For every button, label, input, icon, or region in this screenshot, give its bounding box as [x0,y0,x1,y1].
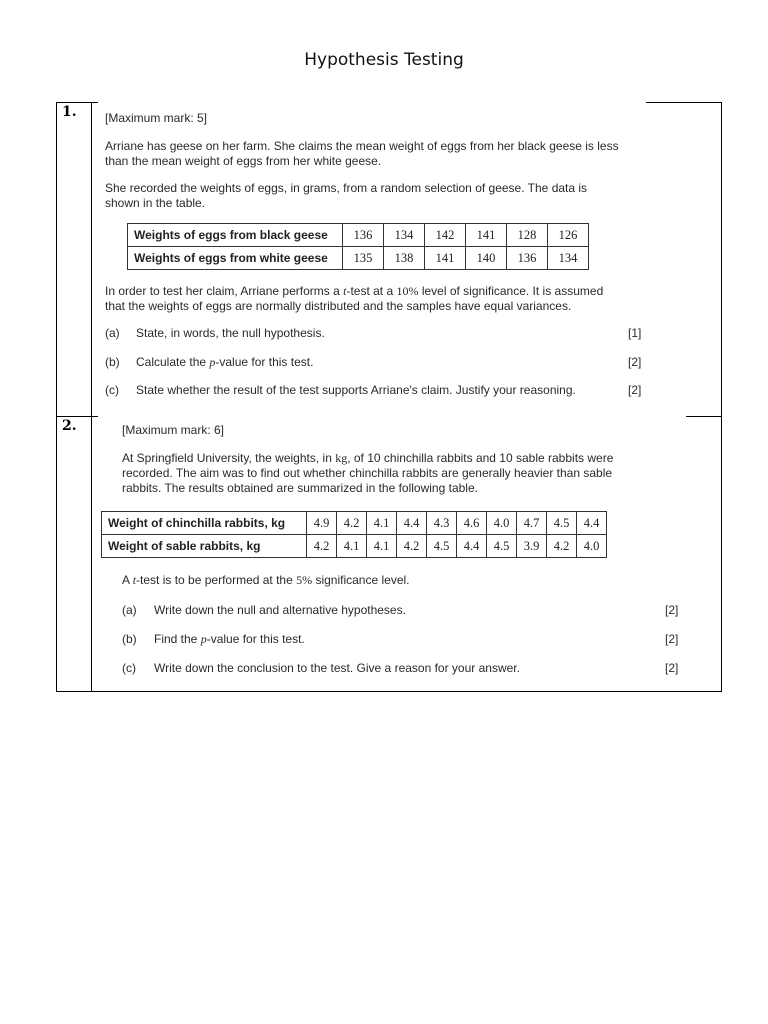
text-span: Find the [154,632,201,646]
text-span: -value for this test. [215,355,314,369]
t-symbol: t [343,284,347,298]
question-2-intro [122,451,632,496]
table-row [102,535,607,558]
table-row [128,224,589,247]
part-label: (b) [105,355,120,369]
table-cell: 4.7 [517,512,547,535]
part-mark: [2] [628,383,642,397]
text-span: -test at a [346,284,397,298]
part-label: (a) [105,326,120,340]
table-cell: 141 [425,247,466,270]
question-2-table [101,511,607,558]
part-text: Write down the null and alternative hypotheses. [154,603,406,617]
table-cell: 4.0 [487,512,517,535]
table-cell: 4.2 [337,512,367,535]
frame-top-right [646,102,722,103]
question-1-data-text: She recorded the weights of eggs, in grams, from a random selection of geese. The data is shown in the table. [105,181,588,210]
page-title: Hypothesis Testing [304,50,464,70]
table-cell: 4.2 [307,535,337,558]
part-text: State, in words, the null hypothesis. [136,326,325,340]
text-span: A [122,573,133,587]
table-cell: 4.6 [457,512,487,535]
table-cell: 134 [548,247,589,270]
question-2-test-description [122,573,632,588]
question-2-number: 2. [62,418,77,434]
table-cell: 4.1 [337,535,367,558]
part-label: (c) [122,661,136,675]
table-cell: 4.5 [487,535,517,558]
table-cell: 128 [507,224,548,247]
part-mark: [2] [665,632,679,646]
part-label: (c) [105,383,119,397]
text-span: significance level. [312,573,410,587]
frame-mid-right [686,416,722,417]
table-cell: 3.9 [517,535,547,558]
table-row-label: Weight of chinchilla rabbits, kg [102,512,307,535]
table-cell: 4.4 [457,535,487,558]
table-cell: 4.0 [577,535,607,558]
question-1-intro-text: Arriane has geese on her farm. She claims the mean weight of eggs from her black geese is less than the mean weight of eggs from her white geese. [105,139,619,168]
part-mark: [1] [628,326,642,340]
frame-left [56,102,57,692]
unit-kg: kg [335,451,348,465]
table-cell: 4.2 [547,535,577,558]
frame-right-q1 [721,102,722,416]
table-cell: 141 [466,224,507,247]
part-label: (b) [122,632,137,646]
question-1-data-description [105,181,625,211]
table-cell: 126 [548,224,589,247]
table-cell: 134 [384,224,425,247]
table-row-label: Weight of sable rabbits, kg [102,535,307,558]
text-span: At Springfield University, the weights, in [122,451,336,465]
text-span: In order to test her claim, Arriane performs a [105,284,344,298]
table-cell: 4.3 [427,512,457,535]
table-row-label: Weights of eggs from black geese [128,224,343,247]
part-text: State whether the result of the test supports Arriane's claim. Justify your reasoning. [136,383,576,397]
table-cell: 136 [343,224,384,247]
significance-level: 5% [296,573,313,587]
text-span: , of 10 chinchilla rabbits and 10 sable rabbits were recorded. The aim was to find out whether chinchilla rabbits are generally heavier than sable rabbits. The results obtained are summarized in the following table. [122,451,614,495]
table-cell: 4.4 [397,512,427,535]
table-cell: 4.1 [367,535,397,558]
significance-level: 10% [396,284,419,298]
part-label: (a) [122,603,137,617]
table-cell: 4.4 [577,512,607,535]
question-1-max-mark: [Maximum mark: 5] [105,111,208,125]
frame-divider-num [91,102,92,692]
table-cell: 140 [466,247,507,270]
question-1-test-description [105,284,625,314]
text-span: -value for this test. [206,632,305,646]
frame-bottom [56,691,722,692]
question-1-number: 1. [62,104,77,120]
t-symbol: t [132,573,137,587]
table-row [128,247,589,270]
table-cell: 4.5 [547,512,577,535]
table-cell: 142 [425,224,466,247]
question-1-table [127,223,589,270]
text-span: Calculate the [136,355,210,369]
p-symbol: p [209,355,216,369]
table-cell: 4.1 [367,512,397,535]
text-span: level of significance. It is assumed that the weights of eggs are normally distributed and the samples have equal variances. [105,284,604,313]
table-cell: 4.5 [427,535,457,558]
part-mark: [2] [628,355,642,369]
part-text: Write down the conclusion to the test. Give a reason for your answer. [154,661,520,675]
question-1-intro [105,139,625,169]
table-row-label: Weights of eggs from white geese [128,247,343,270]
frame-right-q2 [721,416,722,692]
table-row [102,512,607,535]
table-cell: 136 [507,247,548,270]
question-2-max-mark: [Maximum mark: 6] [122,423,225,437]
table-cell: 4.9 [307,512,337,535]
table-cell: 4.2 [397,535,427,558]
table-cell: 135 [343,247,384,270]
text-span: -test is to be performed at the [136,573,297,587]
part-mark: [2] [665,661,679,675]
frame-mid-left [56,416,98,417]
part-mark: [2] [665,603,679,617]
p-symbol: p [200,632,207,646]
table-cell: 138 [384,247,425,270]
